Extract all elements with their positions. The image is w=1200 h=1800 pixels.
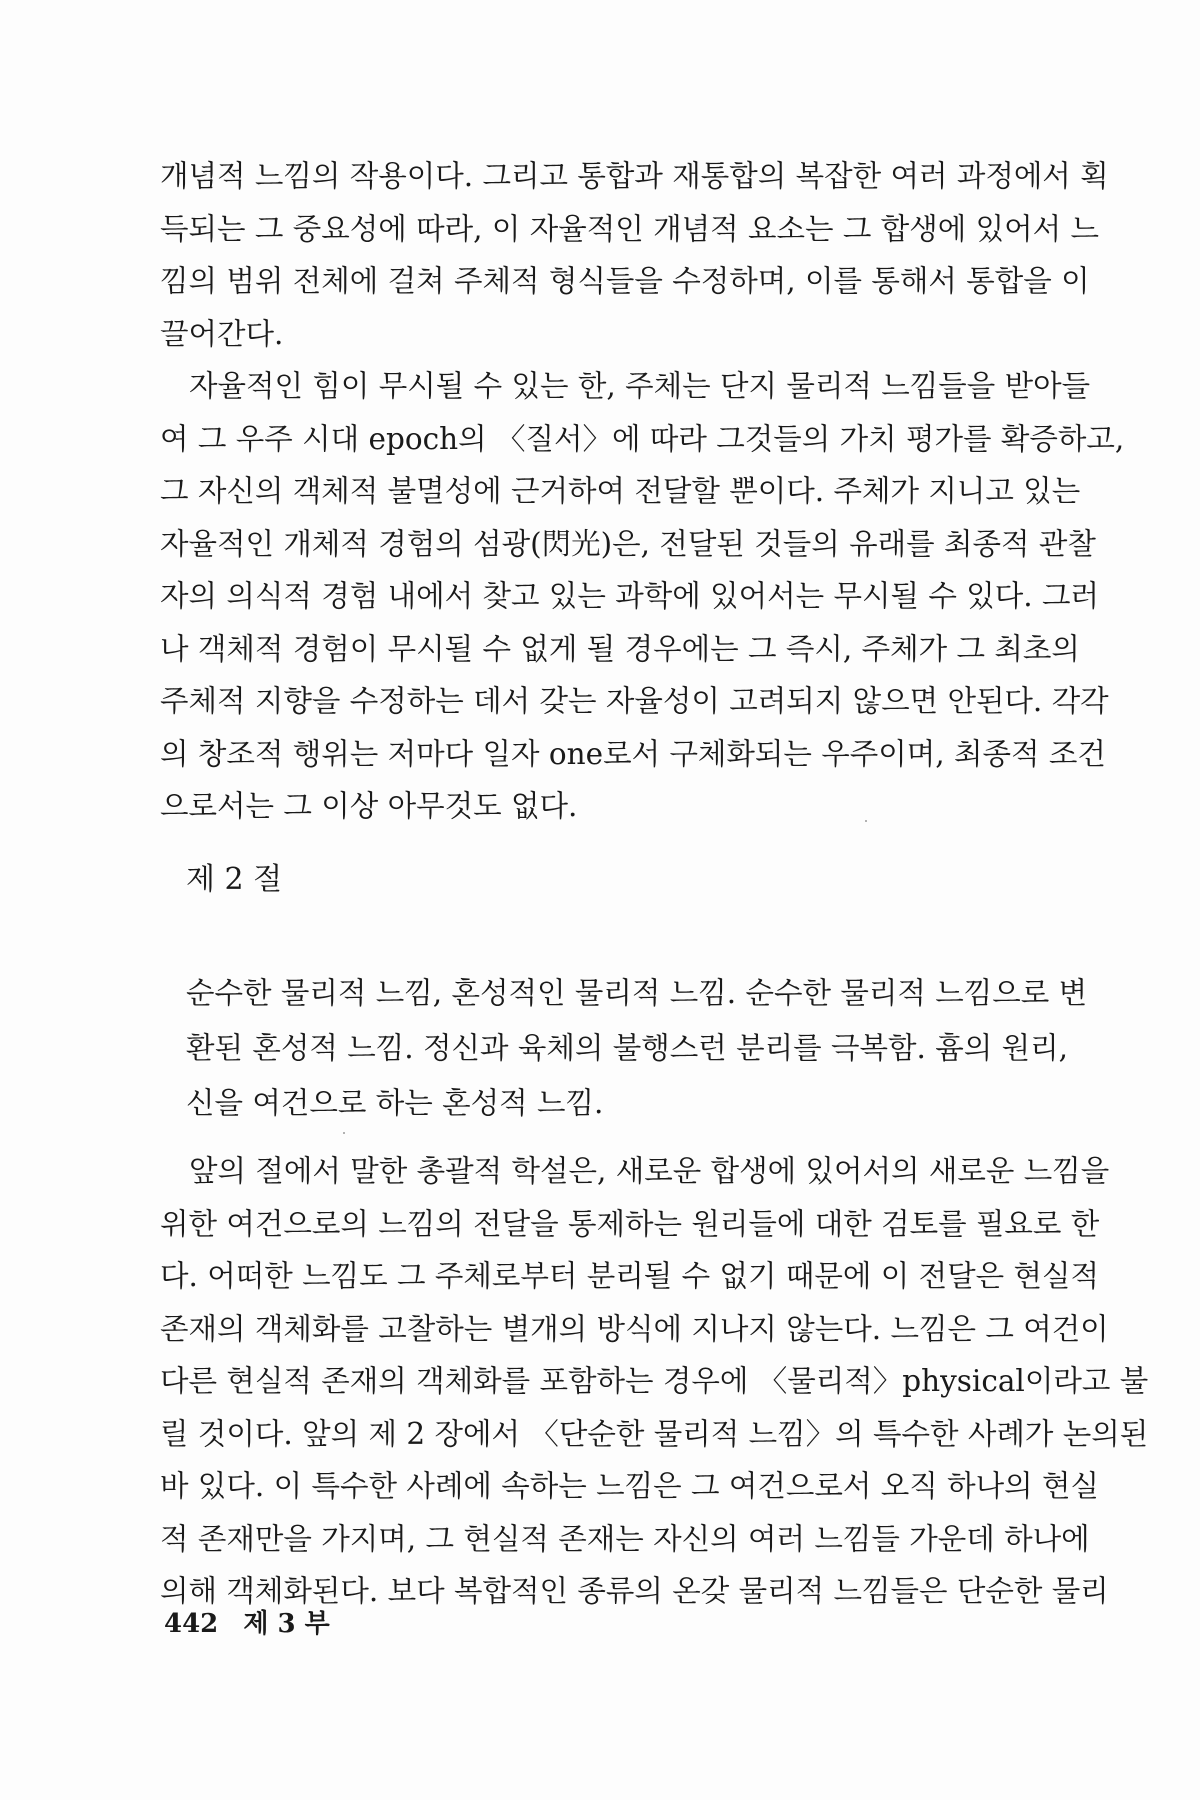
paragraph-autonomy — [160, 360, 1125, 833]
text-line: 낌의 범위 전체에 걸쳐 주체적 형식들을 수정하며, 이를 통해서 통합을 이 — [160, 264, 1090, 298]
text-line: 바 있다. 이 특수한 사례에 속하는 느낌은 그 여건으로서 오직 하나의 현실 — [160, 1469, 1099, 1503]
text-line: 여 그 우주 시대 epoch의 〈질서〉에 따라 그것들의 가치 평가를 확증하고, — [160, 421, 1125, 456]
text-line: 자율적인 개체적 경험의 섬광(閃光)은, 전달된 것들의 유래를 최종적 관찰 — [160, 526, 1096, 561]
text-line: 자의 의식적 경험 내에서 찾고 있는 과학에 있어서는 무시될 수 있다. 그러 — [160, 579, 1099, 613]
text-line: 자율적인 힘이 무시될 수 있는 한, 주체는 단지 물리적 느낌들을 받아들 — [189, 369, 1091, 403]
text-line: 의해 객체화된다. 보다 복합적인 종류의 온갖 물리적 느낌들은 단순한 물리 — [160, 1574, 1109, 1608]
paragraph-continued — [160, 150, 1109, 360]
section-heading: 제 2 절 — [186, 862, 283, 897]
text-line: 으로서는 그 이상 아무것도 없다. — [160, 789, 578, 823]
text-line: 다른 현실적 존재의 객체화를 포함하는 경우에 〈물리적〉physical이라고 불 — [160, 1364, 1149, 1398]
text-line: 위한 여건으로의 느낌의 전달을 통제하는 원리들에 대한 검토를 필요로 한 — [160, 1206, 1100, 1241]
text-line: 나 객체적 경험이 무시될 수 없게 될 경우에는 그 즉시, 주체가 그 최초의 — [160, 631, 1080, 666]
text-line: 그 자신의 객체적 불멸성에 근거하여 전달할 뿐이다. 주체가 지니고 있는 — [160, 474, 1081, 508]
text-line: 릴 것이다. 앞의 제 2 장에서 〈단순한 물리적 느낌〉의 특수한 사례가 논의된 — [160, 1416, 1149, 1451]
text-line: 환된 혼성적 느낌. 정신과 육체의 불행스런 분리를 극복함. 흄의 원리, — [186, 1031, 1068, 1065]
text-line: 존재의 객체화를 고찰하는 별개의 방식에 지나지 않는다. 느낌은 그 여건이 — [160, 1311, 1109, 1346]
page-footer — [164, 1608, 346, 1640]
paragraph-section-body — [160, 1145, 1149, 1618]
text-line: 득되는 그 중요성에 따라, 이 자율적인 개념적 요소는 그 합생에 있어서 느 — [160, 211, 1099, 246]
text-line: 다. 어떠한 느낌도 그 주체로부터 분리될 수 없기 때문에 이 전달은 현실적 — [160, 1259, 1099, 1293]
scan-speck — [343, 1132, 345, 1134]
text-line: 개념적 느낌의 작용이다. 그리고 통합과 재통합의 복잡한 여러 과정에서 획 — [160, 159, 1109, 193]
text-line: 적 존재만을 가지며, 그 현실적 존재는 자신의 여러 느낌들 가운데 하나에 — [160, 1521, 1090, 1556]
scan-speck — [865, 820, 867, 822]
text-line: 신을 여건으로 하는 혼성적 느낌. — [186, 1086, 604, 1120]
text-line: 순수한 물리적 느낌, 혼성적인 물리적 느낌. 순수한 물리적 느낌으로 변 — [186, 976, 1088, 1010]
section-summary — [186, 966, 1088, 1131]
text-line: 주체적 지향을 수정하는 데서 갖는 자율성이 고려되지 않으면 안된다. 각각 — [160, 684, 1109, 718]
page-number: 442 — [164, 1609, 219, 1639]
text-line: 의 창조적 행위는 저마다 일자 one로서 구체화되는 우주이며, 최종적 조건 — [160, 736, 1106, 771]
text-line: 앞의 절에서 말한 총괄적 학설은, 새로운 합생에 있어서의 새로운 느낌을 — [189, 1154, 1110, 1188]
text-line: 끌어간다. — [160, 316, 284, 351]
part-label: 제 3 부 — [243, 1609, 330, 1639]
